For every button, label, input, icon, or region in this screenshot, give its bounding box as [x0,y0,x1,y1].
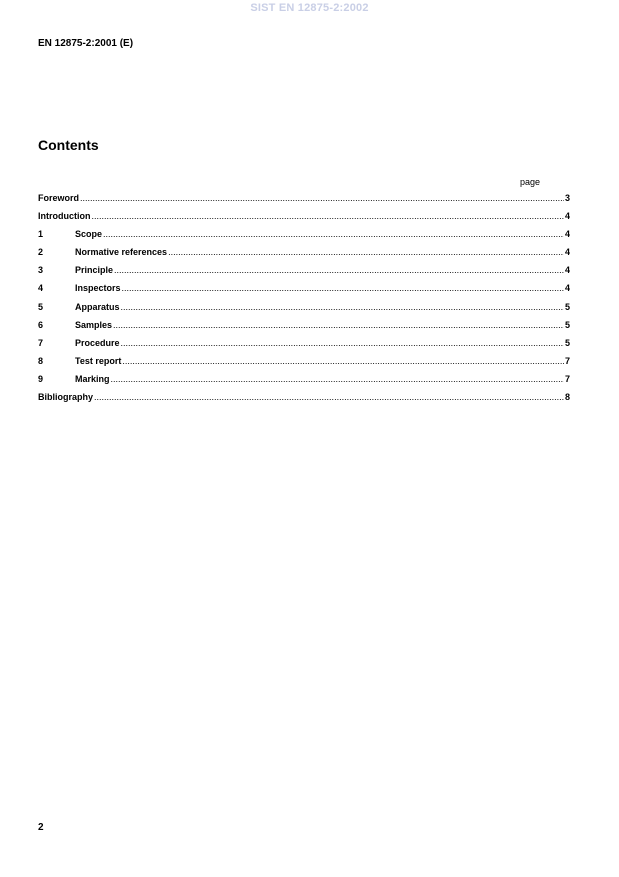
toc-entry-page: 3 [564,193,570,203]
toc-entry-page: 4 [564,283,570,294]
toc-entry-label: Principle [75,265,114,276]
table-of-contents [38,193,570,410]
toc-dot-leader [121,302,564,313]
toc-entry-page: 4 [564,211,570,222]
toc-entry-label: Bibliography [38,392,94,403]
toc-dot-leader [103,229,564,240]
toc-entry-label: Scope [75,229,103,240]
toc-dot-leader [121,338,564,349]
toc-entry-label: Foreword [38,193,80,203]
toc-entry-number: 3 [38,265,44,276]
toc-entry[interactable] [38,356,570,374]
toc-entry[interactable] [38,392,570,410]
toc-entry-label: Procedure [75,337,120,348]
toc-entry-page: 4 [564,229,570,240]
contents-heading: Contents [38,137,99,153]
toc-entry[interactable] [38,265,570,283]
toc-entry-page: 5 [564,337,570,348]
toc-entry-number: 9 [38,373,44,384]
toc-entry-number: 4 [38,283,44,294]
toc-entry-label: Test report [75,355,122,366]
toc-entry-number: 6 [38,319,44,330]
toc-dot-leader [94,392,564,403]
toc-entry-label: Samples [75,319,113,330]
toc-entry-page: 4 [564,247,570,258]
toc-entry-label: Normative references [75,247,168,258]
toc-entry[interactable] [38,320,570,338]
page-number: 2 [38,822,44,833]
toc-entry-label: Inspectors [75,283,121,294]
toc-dot-leader [122,356,564,367]
toc-entry[interactable] [38,283,570,301]
toc-entry[interactable] [38,302,570,320]
toc-dot-leader [114,265,564,276]
toc-entry[interactable] [38,247,570,265]
toc-entry-page: 8 [564,392,570,403]
toc-entry-page: 7 [564,373,570,384]
toc-entry-page: 4 [564,265,570,276]
toc-entry-label: Introduction [38,211,91,222]
toc-entry[interactable] [38,338,570,356]
toc-entry-number: 1 [38,229,44,240]
toc-dot-leader [80,193,564,204]
toc-entry-page: 5 [564,301,570,312]
toc-entry-number: 2 [38,247,44,258]
toc-entry-page: 7 [564,355,570,366]
toc-entry[interactable] [38,374,570,392]
toc-entry[interactable] [38,211,570,229]
toc-entry-label: Apparatus [75,301,120,312]
document-id: EN 12875-2:2001 (E) [38,38,134,49]
toc-entry-number: 7 [38,337,44,348]
toc-entry[interactable] [38,193,570,211]
toc-dot-leader [168,247,564,258]
toc-dot-leader [113,320,564,331]
watermark: SIST EN 12875-2:2002 [250,2,369,14]
toc-dot-leader [92,211,564,222]
toc-entry-number: 5 [38,301,44,312]
toc-dot-leader [111,374,564,385]
toc-entry-page: 5 [564,319,570,330]
toc-entry-label: Marking [75,373,110,384]
page-column-label: page [520,177,541,187]
toc-entry-number: 8 [38,355,44,366]
toc-entry[interactable] [38,229,570,247]
toc-dot-leader [122,283,564,294]
